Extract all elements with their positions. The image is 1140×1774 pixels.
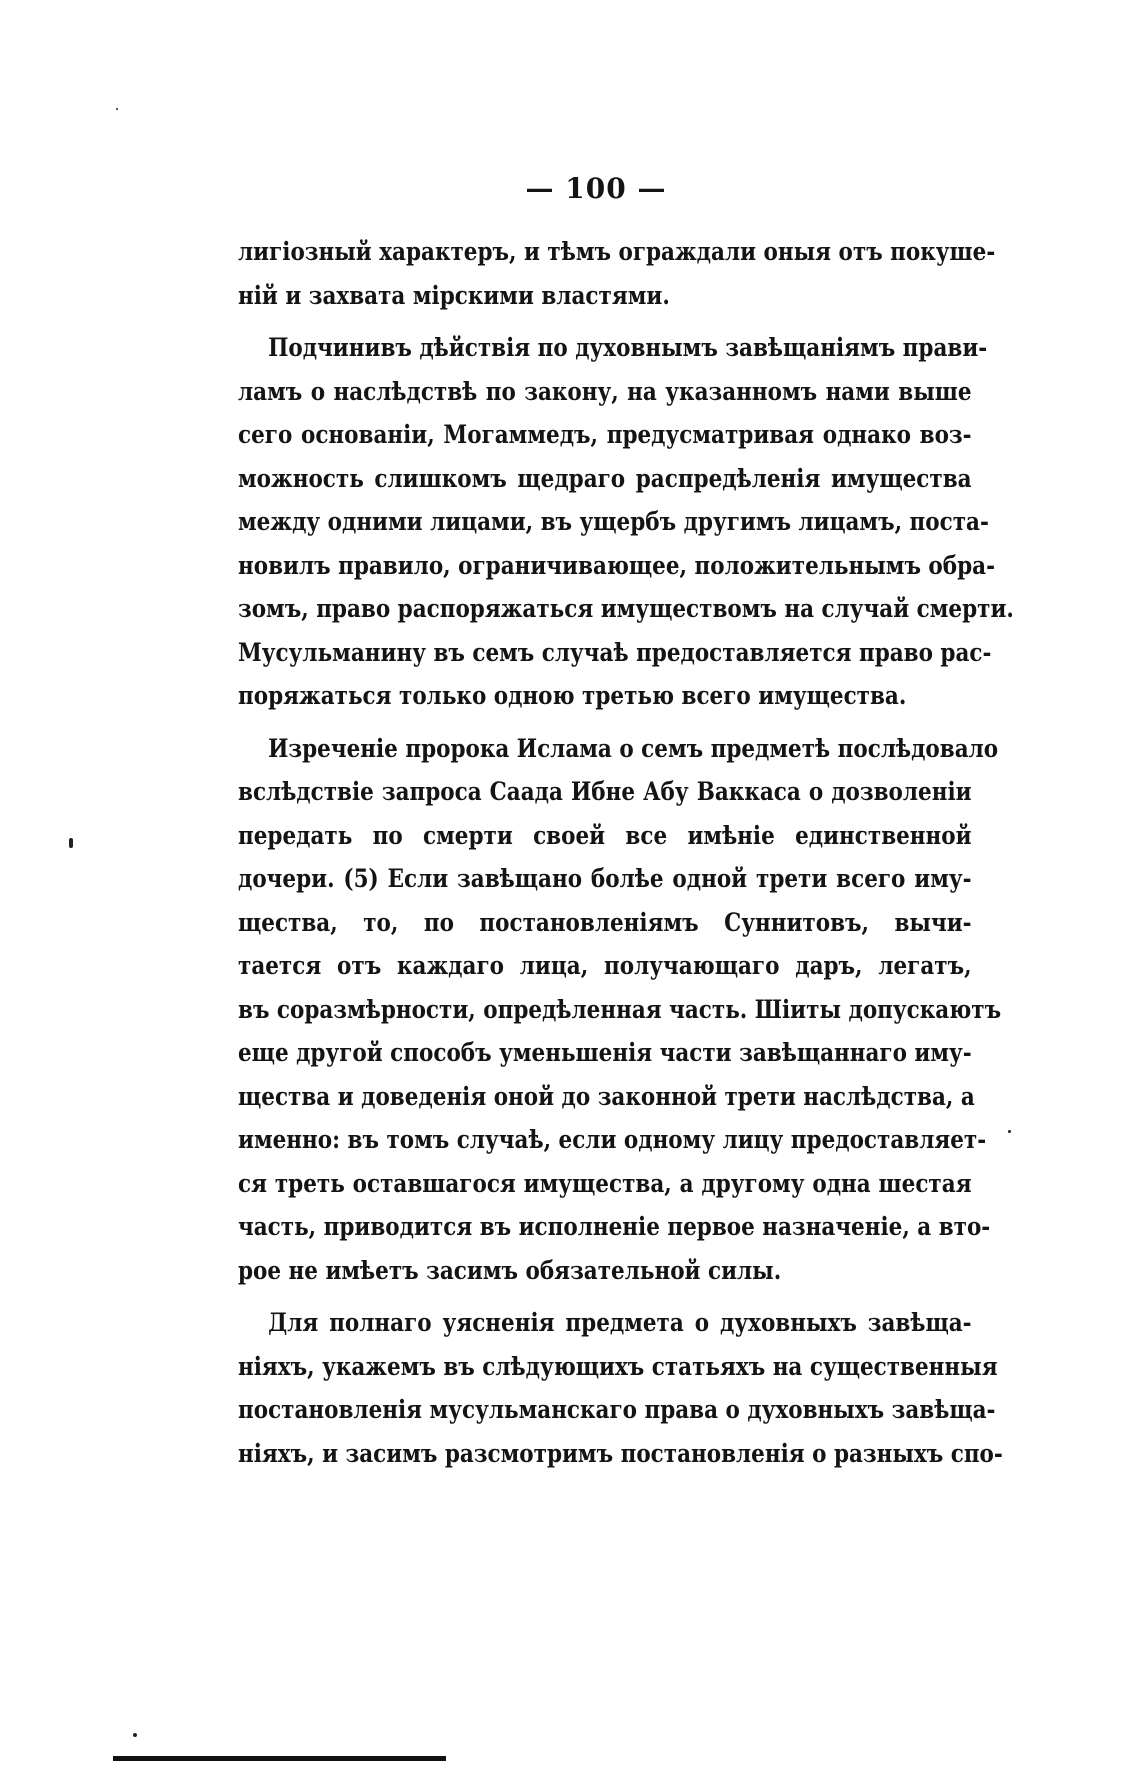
text-line: тается отъ каждаго лица, получающаго даръ, легатъ, (238, 951, 972, 980)
text-line: еще другой способъ уменьшенія части завѣщаннаго иму- (238, 1038, 972, 1067)
text-line: ній и захвата мірскими властями. (238, 280, 670, 310)
text-line: часть, приводится въ исполненіе первое назначеніе, а вто- (238, 1212, 991, 1241)
text-line: ніяхъ, укажемъ въ слѣдующихъ статьяхъ на существенныя (238, 1351, 998, 1381)
text-line: дочери. (5) Если завѣщано болѣе одной трети всего иму- (238, 864, 972, 893)
scan-speck (69, 838, 73, 848)
scan-speck (116, 108, 118, 110)
text-line: ніяхъ, и засимъ разсмотримъ постановленія о разныхъ спо- (238, 1438, 1003, 1468)
text-line: ламъ о наслѣдствѣ по закону, на указанномъ нами выше (238, 376, 972, 406)
text-line: щества, то, по постановленіямъ Суннитовъ, вычи- (238, 907, 972, 937)
text-line: между одними лицами, въ ущербъ другимъ лицамъ, поста- (238, 507, 989, 536)
text-line: Изреченіе пророка Ислама о семъ предметѣ послѣдовало (268, 733, 999, 763)
scan-speck (133, 1733, 137, 1737)
text-line: въ соразмѣрности, опредѣленная часть. Шіиты допускаютъ (238, 994, 1002, 1024)
text-line: передать по смерти своей все имѣніе единственной (238, 820, 972, 850)
page-number: — 100 — (525, 172, 667, 205)
text-line: новилъ правило, ограничивающее, положительнымъ обра- (238, 550, 996, 580)
text-line: именно: въ томъ случаѣ, если одному лицу предоставляет- (238, 1125, 987, 1154)
text-line: щества и доведенія оной до законной трети наслѣдства, а (238, 1081, 975, 1111)
text-line: вслѣдствіе запроса Саада Ибне Абу Ваккаса о дозволеніи (238, 777, 972, 806)
bottom-edge-rule (113, 1756, 446, 1761)
text-line: Для полнаго уясненія предмета о духовныхъ завѣща- (268, 1308, 972, 1337)
text-line: зомъ, право распоряжаться имуществомъ на случай смерти. (238, 594, 1014, 623)
text-line: рое не имѣетъ засимъ обязательной силы. (238, 1255, 782, 1285)
text-line: постановленія мусульманскаго права о духовныхъ завѣща- (238, 1395, 996, 1424)
text-line: Мусульманину въ семъ случаѣ предоставляется право рас- (238, 637, 992, 667)
scan-speck (1008, 1130, 1011, 1133)
text-line: лигіозный характеръ, и тѣмъ ограждали оныя отъ покуше- (238, 237, 996, 266)
text-line: можность слишкомъ щедраго распредѣленія имущества (238, 463, 972, 493)
text-line: поряжаться только одною третью всего имущества. (238, 681, 907, 710)
text-line: сего основаніи, Могаммедъ, предусматривая однако воз- (238, 420, 972, 449)
body-text (238, 230, 1014, 1475)
text-line: ся треть оставшагося имущества, а другому одна шестая (238, 1168, 972, 1198)
text-line: Подчинивъ дѣйствія по духовнымъ завѣщаніямъ прави- (268, 333, 988, 362)
